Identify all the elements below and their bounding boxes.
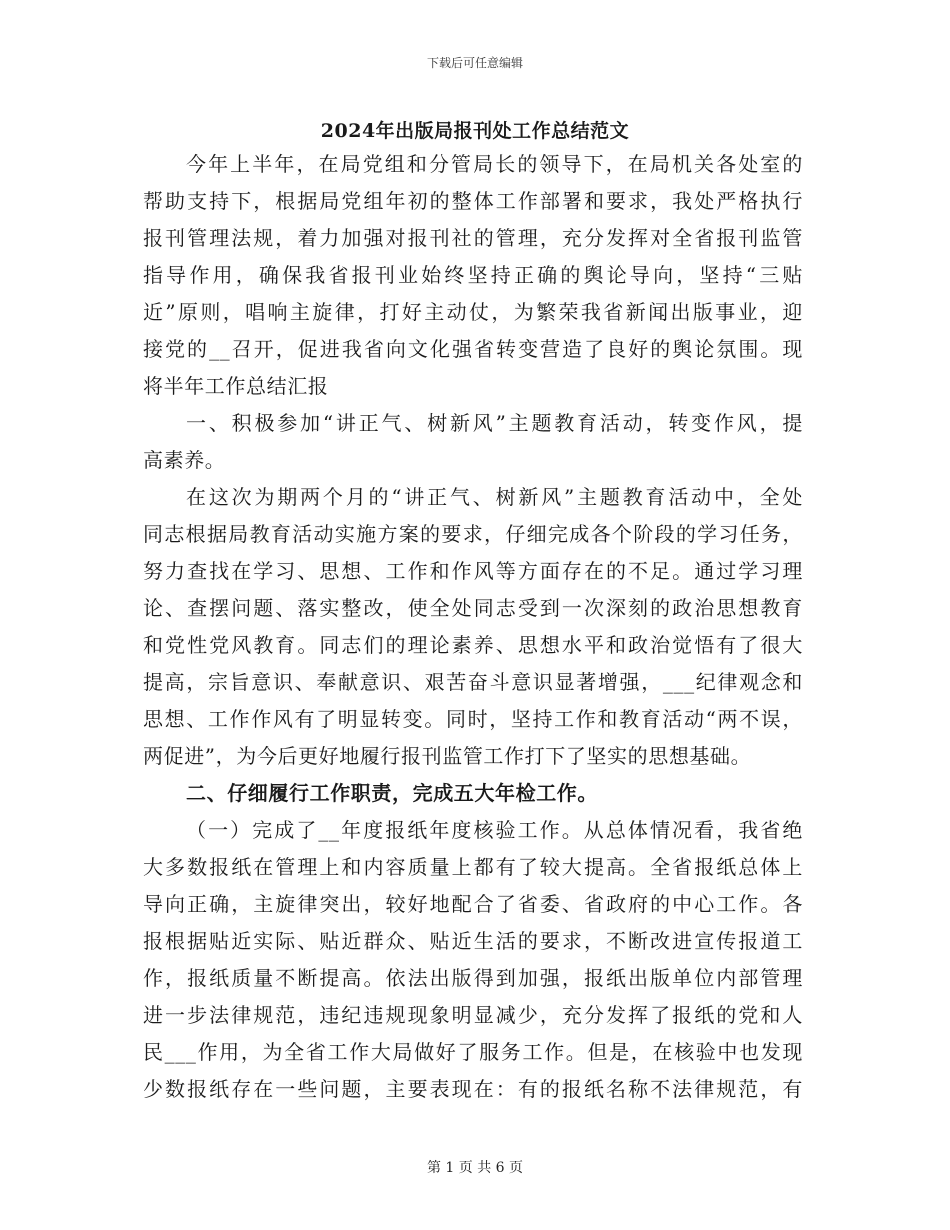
text-line: 两促进”，为今后更好地履行报刊监管工作打下了坚实的思想基础。	[143, 744, 752, 768]
text-line: 将半年工作总结汇报	[143, 374, 329, 398]
text-line: 和党性党风教育。同志们的理论素养、思想水平和政治觉悟有了很大	[143, 633, 803, 657]
text-line: 大多数报纸在管理上和内容质量上都有了较大提高。全省报纸总体上	[143, 855, 803, 879]
text-line: 报刊管理法规，着力加强对报刊社的管理，充分发挥对全省报刊监管	[143, 226, 803, 250]
text-line: 今年上半年，在局党组和分管局长的领导下，在局机关各处室的	[186, 152, 803, 176]
text-line: 努力查找在学习、思想、工作和作风等方面存在的不足。通过学习理	[143, 559, 803, 583]
text-line: 导向正确，主旋律突出，较好地配合了省委、省政府的中心工作。各	[143, 892, 803, 916]
document-title: 2024年出版局报刊处工作总结范文	[320, 120, 630, 142]
text-line: 作，报纸质量不断提高。依法出版得到加强，报纸出版单位内部管理	[143, 966, 803, 990]
text-line: 思想、工作作风有了明显转变。同时，坚持工作和教育活动“两不误，	[143, 707, 803, 731]
text-line: 民___作用，为全省工作大局做好了服务工作。但是，在核验中也发现	[143, 1040, 803, 1064]
section-heading-bold: 二、仔细履行工作职责，完成五大年检工作。	[186, 781, 598, 805]
text-line: 论、查摆问题、落实整改，使全处同志受到一次深刻的政治思想教育	[143, 596, 803, 620]
text-line: 少数报纸存在一些问题，主要表现在：有的报纸名称不法律规范，有	[143, 1077, 803, 1101]
text-line: 近”原则，唱响主旋律，打好主动仗，为繁荣我省新闻出版事业，迎	[143, 300, 803, 324]
text-line: 报根据贴近实际、贴近群众、贴近生活的要求，不断改进宣传报道工	[143, 929, 803, 953]
text-line: 接党的__召开，促进我省向文化强省转变营造了良好的舆论氛围。现	[143, 337, 803, 361]
text-line: 指导作用，确保我省报刊业始终坚持正确的舆论导向，坚持“三贴	[143, 263, 803, 287]
text-line: 帮助支持下，根据局党组年初的整体工作部署和要求，我处严格执行	[143, 189, 803, 213]
text-line: （一）完成了__年度报纸年度核验工作。从总体情况看，我省绝	[186, 818, 803, 842]
text-line: 提高，宗旨意识、奉献意识、艰苦奋斗意识显著增强，___纪律观念和	[143, 670, 803, 694]
section-heading-line: 一、积极参加“讲正气、树新风”主题教育活动，转变作风，提	[186, 411, 803, 435]
text-line: 进一步法律规范，违纪违规现象明显减少，充分发挥了报纸的党和人	[143, 1003, 803, 1027]
text-line: 同志根据局教育活动实施方案的要求，仔细完成各个阶段的学习任务，	[143, 522, 803, 546]
page-number-footer: 第 1 页 共 6 页	[426, 1160, 524, 1176]
section-heading-line: 高素养。	[143, 448, 226, 472]
text-line: 在这次为期两个月的“讲正气、树新风”主题教育活动中，全处	[186, 485, 803, 509]
page-header-note: 下载后可任意编辑	[426, 56, 523, 70]
